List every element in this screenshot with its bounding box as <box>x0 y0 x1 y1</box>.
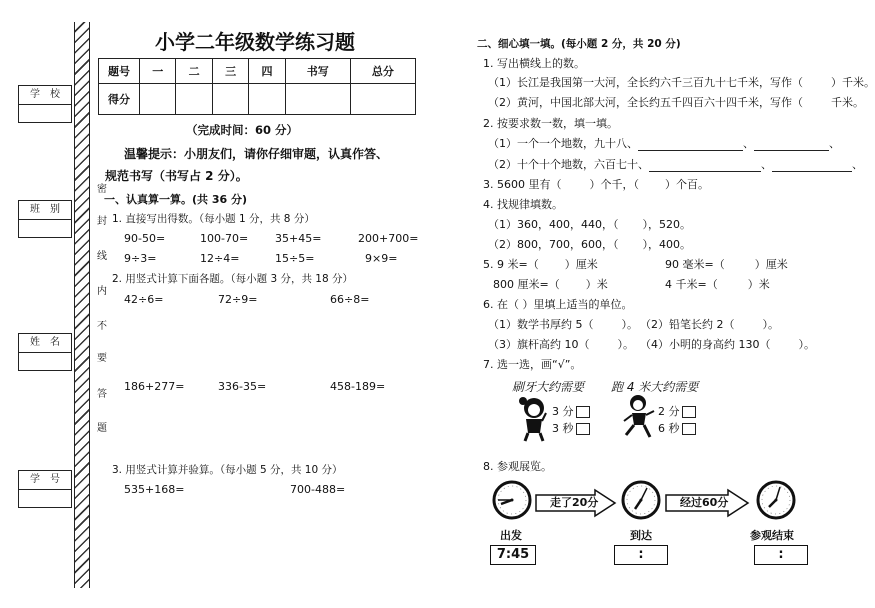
s2-q2-a-text: （1）一个一个地数，九十八、 <box>488 137 638 150</box>
option-label: 6 秒 <box>658 422 680 435</box>
class-label: 班 别 <box>19 201 71 220</box>
calc-item: 12÷4= <box>200 252 240 265</box>
score-cell[interactable] <box>176 84 212 115</box>
score-header-cell: 一 <box>140 59 176 84</box>
s2-q2-b-text: （2）十个十个地数，六百七十、 <box>488 158 649 171</box>
score-header-cell: 二 <box>176 59 212 84</box>
calc-item: 700-488= <box>290 483 346 496</box>
q7-left-opt-1 <box>552 403 590 419</box>
score-cell[interactable] <box>140 84 176 115</box>
time-note: （完成时间：60 分） <box>186 123 299 137</box>
s2-q1-b <box>488 94 864 110</box>
calc-item: 90-50= <box>124 232 166 245</box>
name-info-box <box>18 333 72 371</box>
calc-item: 42÷6= <box>124 293 164 306</box>
seal-char: 要 <box>97 353 107 364</box>
s2-q5-c <box>493 276 608 292</box>
s2-q3-b: ）个千，（ <box>589 178 639 191</box>
name-label: 姓 名 <box>19 334 71 353</box>
s2-q4-b-text: （2）800，700，600，（ <box>488 238 619 251</box>
seal-char: 答 <box>97 389 107 400</box>
answer-blank[interactable] <box>649 158 761 172</box>
answer-blank[interactable] <box>772 158 852 172</box>
calc-item: 15÷5= <box>275 252 315 265</box>
score-header-cell: 书写 <box>285 59 350 84</box>
s2-q6-a-end: ）。 <box>621 318 638 331</box>
s2-q3-a: 3. 5600 里有（ <box>483 178 562 191</box>
seal-char: 密 <box>97 184 107 195</box>
student-id-info-box <box>18 470 72 508</box>
checkbox[interactable] <box>576 423 590 435</box>
s2-q6-a <box>488 316 638 332</box>
s2-q6-b <box>640 316 779 332</box>
s2-q6-title: 6. 在（ ）里填上适当的单位。 <box>483 298 633 311</box>
school-label: 学 校 <box>19 86 71 105</box>
score-header-cell: 总分 <box>350 59 415 84</box>
girl-running-icon <box>618 393 658 441</box>
option-label: 3 分 <box>552 405 574 418</box>
checkbox[interactable] <box>576 406 590 418</box>
calc-item: 458-189= <box>330 380 386 393</box>
s2-q5-d-end: ）米 <box>747 278 770 291</box>
calc-item: 9×9= <box>365 252 398 265</box>
checkbox[interactable] <box>682 423 696 435</box>
s2-q1-b-end: 千米。 <box>831 96 864 109</box>
binding-strip <box>74 22 90 588</box>
s2-q7-title: 7. 选一选，画“√”。 <box>483 358 582 371</box>
s2-q5-c-end: ）米 <box>585 278 608 291</box>
s2-q4-b-end: ），400。 <box>642 238 691 251</box>
seal-char: 线 <box>97 251 107 262</box>
label-depart: 出发 <box>500 529 522 542</box>
label-visit-end: 参观结束 <box>750 529 794 542</box>
s2-q1-title: 1. 写出横线上的数。 <box>483 57 585 70</box>
s2-q5-b <box>665 256 788 272</box>
s2-q6-d-text: （4）小明的身高约 130（ <box>640 338 771 351</box>
tip-line-2: 规范书写（书写占 2 分）。 <box>105 169 248 183</box>
s2-q2-a <box>488 135 840 151</box>
class-info-box <box>18 200 72 238</box>
calc-item: 186+277= <box>124 380 185 393</box>
class-field[interactable] <box>19 220 71 237</box>
q7-right-caption: 跑 4 米大约需要 <box>611 380 699 394</box>
option-label: 3 秒 <box>552 422 574 435</box>
seal-char: 不 <box>97 321 107 332</box>
score-table <box>98 58 416 115</box>
s2-q1-a <box>488 74 875 90</box>
s2-q5-a-text: 5. 9 米=（ <box>483 258 539 271</box>
s2-q3 <box>483 176 709 192</box>
s2-q5-d <box>665 276 770 292</box>
page-title: 小学二年级数学练习题 <box>155 30 355 54</box>
checkbox[interactable] <box>682 406 696 418</box>
s2-q3-c: ）个百。 <box>664 178 709 191</box>
tip-line-1: 温馨提示：小朋友们，请你仔细审题，认真作答、 <box>124 147 389 161</box>
s2-q4-title: 4. 找规律填数。 <box>483 198 563 211</box>
s2-q4-a-text: （1）360，400，440，（ <box>488 218 619 231</box>
score-cell[interactable] <box>212 84 248 115</box>
calc-item: 535+168= <box>124 483 185 496</box>
score-row-label: 得分 <box>99 84 140 115</box>
s2-q6-a-text: （1）数学书厚约 5（ <box>488 318 594 331</box>
calc-item: 336-35= <box>218 380 267 393</box>
s2-q4-a-end: ），520。 <box>642 218 691 231</box>
student-id-field[interactable] <box>19 490 71 507</box>
s2-q2-title: 2. 按要求数一数，填一填。 <box>483 117 618 130</box>
score-table-row <box>99 84 416 115</box>
score-cell[interactable] <box>285 84 350 115</box>
separator: 、 <box>743 137 754 150</box>
clock-icon-end <box>756 480 796 520</box>
score-cell[interactable] <box>249 84 285 115</box>
score-table-header-row <box>99 59 416 84</box>
section2-title: 二、细心填一填。(每小题 2 分，共 20 分) <box>477 38 681 50</box>
clock-icon-arrive <box>621 480 661 520</box>
s2-q5-b-text: 90 毫米=（ <box>665 258 725 271</box>
score-header-cell: 题号 <box>99 59 140 84</box>
s2-q5-c-text: 800 厘米=（ <box>493 278 560 291</box>
seal-char: 内 <box>97 286 107 297</box>
school-info-box <box>18 85 72 123</box>
s2-q6-b-text: （2）铅笔长约 2（ <box>640 318 735 331</box>
s2-q4-a <box>488 216 691 232</box>
s2-q6-d <box>640 336 815 352</box>
time-box-start: 7:45 <box>490 545 536 565</box>
calc-item: 66÷8= <box>330 293 370 306</box>
s2-q5-d-text: 4 千米=（ <box>665 278 718 291</box>
arrow1-label: 走了20分 <box>550 496 599 509</box>
label-arrive: 到达 <box>630 529 652 542</box>
calc-item: 100-70= <box>200 232 249 245</box>
calc-item: 35+45= <box>275 232 322 245</box>
q7-right-opt-2 <box>658 420 696 436</box>
s2-q5-a-end: ）厘米 <box>564 258 598 271</box>
separator: 、 <box>852 158 863 171</box>
section1-title: 一、认真算一算。(共 36 分) <box>104 193 248 206</box>
option-label: 2 分 <box>658 405 680 418</box>
s1-q2-title: 2. 用竖式计算下面各题。（每小题 3 分，共 18 分） <box>112 273 353 285</box>
s2-q1-a-end: ）千米。 <box>831 76 875 89</box>
s1-q3-title: 3. 用竖式计算并验算。（每小题 5 分，共 10 分） <box>112 464 343 476</box>
s2-q8-title: 8. 参观展览。 <box>483 460 552 473</box>
s2-q1-a-text: （1）长江是我国第一大河，全长约六千三百九十七千米，写作（ <box>488 76 803 89</box>
student-id-label: 学 号 <box>19 471 71 490</box>
separator: 、 <box>829 137 840 150</box>
girl-brushing-teeth-icon <box>512 395 552 443</box>
s1-q1-title: 1. 直接写出得数。（每小题 1 分，共 8 分） <box>112 213 315 225</box>
seal-char: 封 <box>97 216 107 227</box>
s2-q6-b-end: ）。 <box>762 318 779 331</box>
calc-item: 72÷9= <box>218 293 258 306</box>
name-field[interactable] <box>19 353 71 370</box>
s2-q4-b <box>488 236 691 252</box>
time-box-arrive[interactable]: : <box>614 545 668 565</box>
score-header-cell: 四 <box>249 59 285 84</box>
score-cell[interactable] <box>350 84 415 115</box>
s2-q2-b <box>488 156 863 172</box>
q7-left-caption: 刷牙大约需要 <box>512 380 585 394</box>
calc-item: 200+700= <box>358 232 419 245</box>
s2-q6-d-end: ）。 <box>798 338 815 351</box>
separator: 、 <box>761 158 772 171</box>
s2-q6-c <box>488 336 634 352</box>
time-box-end[interactable]: : <box>754 545 808 565</box>
s2-q6-c-end: ）。 <box>617 338 634 351</box>
calc-item: 9÷3= <box>124 252 157 265</box>
seal-char: 题 <box>97 423 107 434</box>
answer-blank[interactable] <box>754 137 829 151</box>
score-header-cell: 三 <box>212 59 248 84</box>
answer-blank[interactable] <box>638 137 743 151</box>
s2-q6-c-text: （3）旗杆高约 10（ <box>488 338 590 351</box>
arrow2-label: 经过60分 <box>680 496 729 509</box>
q7-left-opt-2 <box>552 420 590 436</box>
school-field[interactable] <box>19 105 71 122</box>
s2-q1-b-text: （2）黄河，中国北部大河，全长约五千四百六十四千米，写作（ <box>488 96 803 109</box>
s2-q5-b-end: ）厘米 <box>754 258 788 271</box>
s2-q5-a <box>483 256 598 272</box>
q7-right-opt-1 <box>658 403 696 419</box>
clock-icon-start <box>492 480 532 520</box>
